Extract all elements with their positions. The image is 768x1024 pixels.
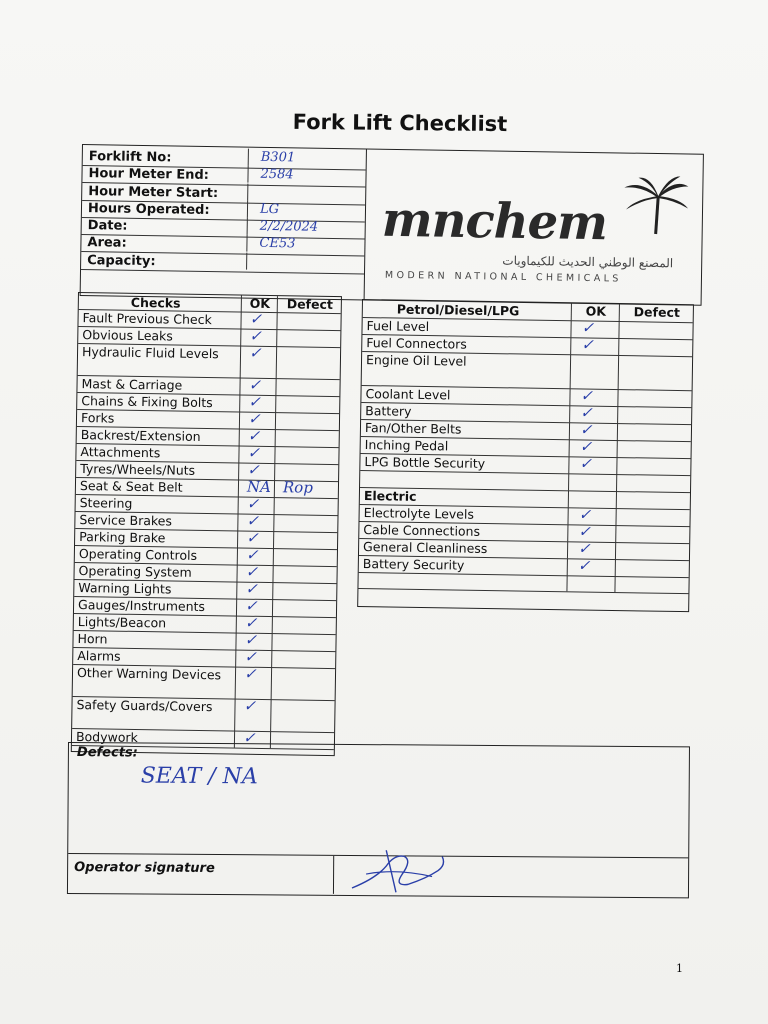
check-item-defect — [273, 531, 338, 549]
header-box — [80, 144, 704, 306]
petrol-row-label: Fuel Level — [366, 318, 430, 335]
petrol-row-ok-mark: ✓ — [581, 335, 595, 354]
checks-row — [72, 696, 334, 733]
header-field-value: LG — [247, 201, 365, 220]
petrol-row-defect — [618, 321, 693, 339]
logo-arabic-text: المصنع الوطني الحديث للكيماويات — [502, 253, 674, 271]
check-ok-mark: ✓ — [243, 664, 257, 683]
petrol-row-ok — [569, 388, 618, 406]
logo-subtitle: MODERN NATIONAL CHEMICALS — [384, 269, 622, 285]
electric-row-label: Electrolyte Levels — [363, 505, 475, 522]
defects-box — [67, 742, 690, 898]
electric-row-defect — [615, 559, 690, 577]
defects-label: Defects: — [76, 745, 138, 761]
electric-row-ok-mark: ✓ — [578, 522, 592, 541]
check-ok-mark: ✓ — [247, 460, 260, 479]
petrol-row-ok — [569, 422, 618, 440]
electric-row-label: General Cleanliness — [362, 539, 488, 556]
column-header-ok: OK — [241, 296, 278, 313]
petrol-row-label: LPG Bottle Security — [364, 454, 486, 471]
check-item-defect — [276, 329, 341, 347]
check-ok-mark: ✓ — [247, 443, 261, 462]
petrol-row-ok — [569, 405, 618, 423]
header-fields — [81, 145, 367, 299]
check-ok-mark: ✓ — [244, 647, 258, 666]
check-item-defect — [276, 312, 341, 330]
petrol-blank-row-ok — [568, 473, 617, 491]
petrol-row-ok — [570, 354, 620, 389]
check-ok-mark: ✓ — [248, 392, 262, 411]
check-ok-mark: ✓ — [248, 375, 262, 394]
electric-row-ok-mark: ✓ — [577, 539, 591, 558]
check-item-defect — [274, 497, 339, 515]
check-item-label: Operating Controls — [78, 546, 198, 563]
check-item-defect — [274, 480, 339, 498]
check-item-ok — [235, 664, 272, 700]
header-field-label: Date: — [87, 218, 128, 234]
petrol-row-defect — [617, 389, 692, 407]
electric-row-label: Battery Security — [362, 556, 465, 573]
check-item-label: Operating System — [78, 563, 192, 580]
defects-value: SEAT / NA — [140, 763, 258, 790]
check-item-defect — [272, 616, 337, 634]
petrol-row-label: Engine Oil Level — [365, 352, 467, 369]
check-item-defect — [272, 599, 337, 617]
petrol-row-label: Fuel Connectors — [366, 335, 467, 352]
header-field-label: Forklift No: — [88, 149, 172, 166]
check-item-defect — [271, 667, 336, 700]
check-item-label: Obvious Leaks — [82, 327, 173, 344]
check-ok-mark: ✓ — [244, 596, 258, 615]
electric-row-defect — [615, 525, 690, 543]
electric-row-defect — [615, 542, 690, 560]
petrol-electric-table — [357, 299, 694, 612]
header-field-value — [246, 253, 364, 272]
check-item-defect — [275, 412, 340, 430]
electric-heading-row-ok — [568, 490, 617, 508]
petrol-row-label: Battery — [365, 403, 412, 419]
check-item-label: Warning Lights — [78, 580, 172, 597]
check-item-defect — [275, 395, 340, 413]
check-item-label: Mast & Carriage — [81, 376, 183, 393]
check-item-label: Safety Guards/Covers — [76, 697, 213, 715]
electric-heading-row-label: Electric — [363, 488, 417, 504]
check-ok-mark: ✓ — [249, 326, 263, 345]
check-item-label: Horn — [77, 631, 108, 647]
check-ok-mark: ✓ — [248, 343, 262, 362]
electric-row-ok — [567, 558, 616, 576]
header-field-value: CE53 — [246, 235, 364, 254]
petrol-row-defect — [618, 355, 694, 390]
check-item-label: Lights/Beacon — [77, 614, 167, 631]
petrol-blank-row-defect — [616, 474, 691, 492]
check-ok-mark: ✓ — [245, 545, 259, 564]
electric-row-ok-mark: ✓ — [577, 556, 591, 575]
petrol-row-label: Fan/Other Belts — [364, 420, 462, 437]
column-header-defect: Defect — [619, 304, 694, 322]
check-item-defect — [274, 446, 339, 464]
check-ok-mark: ✓ — [244, 613, 258, 632]
electric-row-ok — [567, 507, 616, 525]
check-item-label: Bodywork — [75, 729, 138, 745]
check-ok-mark: ✓ — [245, 562, 259, 581]
check-ok-mark: ✓ — [246, 494, 260, 513]
header-field-label: Capacity: — [87, 253, 156, 270]
check-item-label: Hydraulic Fluid Levels — [81, 344, 219, 362]
check-ok-mark: ✓ — [243, 696, 257, 715]
check-item-defect — [270, 699, 335, 732]
electric-blank-row-ok — [566, 575, 615, 592]
check-item-ok — [234, 696, 271, 732]
check-item-label: Gauges/Instruments — [77, 597, 206, 615]
petrol-row-defect — [617, 406, 692, 424]
petrol-row-defect — [617, 423, 692, 441]
check-item-defect — [272, 582, 337, 600]
check-item-label: Steering — [79, 495, 133, 511]
petrol-row-defect — [616, 457, 691, 475]
operator-divider — [333, 856, 334, 894]
check-item-label: Chains & Fixing Bolts — [81, 393, 213, 411]
check-item-defect — [271, 650, 336, 668]
company-logo — [381, 178, 693, 293]
check-item-defect — [276, 346, 341, 379]
petrol-row-ok-mark: ✓ — [581, 318, 595, 337]
check-item-defect — [273, 514, 338, 532]
petrol-row-ok-mark: ✓ — [580, 386, 594, 405]
petrol-row-ok — [570, 337, 619, 355]
checks-row — [78, 343, 340, 380]
check-ok-mark: ✓ — [249, 309, 263, 328]
header-field-label: Hour Meter Start: — [88, 184, 219, 202]
petrol-row-ok — [570, 320, 619, 338]
checks-table — [71, 292, 342, 756]
header-field-value — [247, 184, 365, 203]
petrol-row-defect — [618, 338, 693, 356]
petrol-row-ok-mark: ✓ — [579, 437, 593, 456]
logo-wordmark: mnchem — [381, 191, 608, 252]
check-item-label: Other Warning Devices — [76, 665, 222, 683]
electric-row-ok-mark: ✓ — [578, 505, 592, 524]
header-field-label: Area: — [87, 235, 127, 251]
check-ok-mark: ✓ — [246, 528, 259, 547]
electric-row-label: Cable Connections — [363, 522, 481, 539]
check-item-label: Tyres/Wheels/Nuts — [80, 461, 196, 478]
check-item-label: Service Brakes — [79, 512, 173, 529]
electric-row-ok — [567, 541, 616, 559]
handwritten-signature — [346, 848, 456, 895]
electric-heading-row-defect — [616, 491, 691, 509]
check-ok-mark: ✓ — [242, 728, 256, 747]
check-item-defect — [272, 565, 337, 583]
check-item-defect — [275, 429, 340, 447]
header-field-label: Hour Meter End: — [88, 166, 210, 183]
check-ok-mark: ✓ — [244, 630, 258, 649]
check-item-defect — [271, 633, 336, 651]
petrol-row-ok — [568, 456, 617, 474]
header-field-value: 2584 — [247, 166, 365, 185]
operator-signature-label: Operator signature — [74, 860, 215, 877]
petrol-row-ok-mark: ✓ — [580, 403, 593, 422]
column-header-ok: OK — [571, 303, 620, 321]
check-item-defect — [275, 378, 340, 396]
header-field-row — [81, 252, 364, 274]
checks-row — [73, 664, 335, 701]
page-title: Fork Lift Checklist — [292, 109, 508, 137]
header-field-label: Hours Operated: — [87, 201, 210, 219]
petrol-row-label: Coolant Level — [365, 386, 451, 403]
check-item-label: Attachments — [80, 444, 161, 461]
check-item-ok — [240, 343, 277, 379]
petrol-row-ok — [569, 439, 618, 457]
check-item-defect — [273, 548, 338, 566]
electric-row-ok — [567, 524, 616, 542]
electric-row-defect — [615, 508, 690, 526]
palm-tree-icon — [620, 175, 691, 236]
column-header-checks: Checks — [130, 294, 181, 311]
check-ok-mark: ✓ — [247, 409, 261, 428]
check-ok-mark: ✓ — [246, 511, 260, 530]
operator-row — [68, 853, 688, 896]
check-item-label: Fault Previous Check — [82, 310, 212, 328]
check-ok-mark: ✓ — [245, 579, 259, 598]
check-item-label: Seat & Seat Belt — [79, 478, 183, 495]
petrol-row-label: Inching Pedal — [364, 437, 449, 454]
page-number: 1 — [676, 962, 683, 975]
electric-blank-row-defect — [614, 576, 689, 593]
column-header-defect: Defect — [277, 296, 342, 313]
petrol-row-defect — [617, 440, 692, 458]
petrol-row-ok-mark: ✓ — [579, 420, 593, 439]
check-defect-mark: Rop — [282, 478, 314, 497]
check-item-label: Alarms — [77, 648, 121, 664]
check-item-label: Forks — [80, 410, 115, 426]
check-ok-mark: NA — [246, 477, 272, 497]
header-field-value: 2/2/2024 — [247, 218, 365, 237]
check-ok-mark: ✓ — [247, 426, 261, 445]
check-item-label: Backrest/Extension — [80, 427, 201, 444]
petrol-row-ok-mark: ✓ — [579, 454, 593, 473]
check-item-label: Parking Brake — [79, 529, 166, 546]
column-header-petrol: Petrol/Diesel/LPG — [396, 301, 520, 319]
header-field-value: B301 — [248, 149, 366, 168]
